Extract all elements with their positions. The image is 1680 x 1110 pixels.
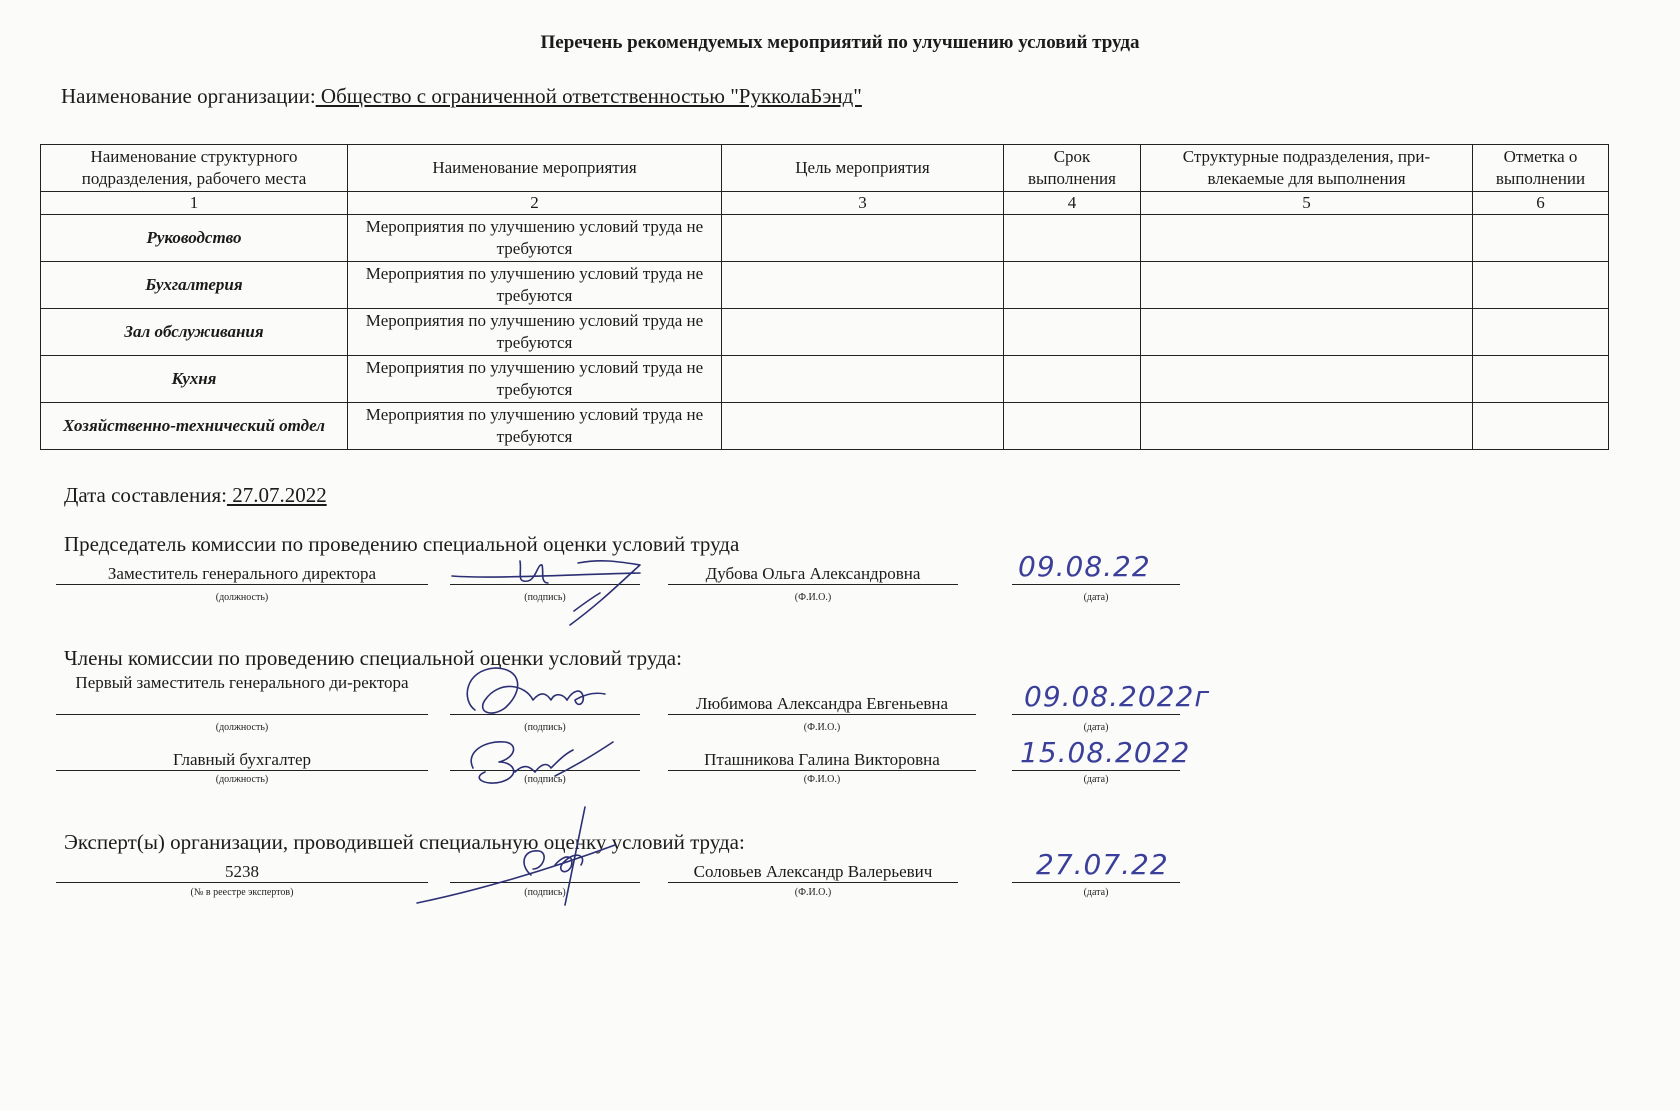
members-heading: Члены комиссии по проведению специальной оценки условий труда:	[64, 646, 682, 670]
member-1-date: 09.08.2022г	[1024, 680, 1211, 713]
member-2-name: Пташникова Галина Викторовна	[668, 749, 976, 771]
dept-cell: Бухгалтерия	[41, 262, 348, 309]
expert-name: Соловьев Александр Валерьевич	[668, 861, 958, 883]
date-compiled-line	[64, 483, 327, 508]
deadline-cell	[1004, 403, 1141, 450]
goal-cell	[722, 403, 1004, 450]
deadline-cell	[1004, 215, 1141, 262]
dept-cell: Кухня	[41, 356, 348, 403]
units-cell	[1141, 215, 1473, 262]
table-row	[41, 403, 1609, 450]
chairman-date: 09.08.22	[1018, 550, 1151, 583]
table-header-row	[41, 145, 1609, 192]
table-row	[41, 356, 1609, 403]
chairman-position: Заместитель генерального директора	[56, 563, 428, 585]
deadline-cell	[1004, 356, 1141, 403]
organization-name: Общество с ограниченной ответственностью "РукколаБэнд"	[315, 84, 862, 108]
caption-signature: (подпись)	[524, 774, 566, 785]
header-completion-mark: Отметка о выполнении	[1473, 145, 1609, 192]
caption-fio: (Ф.И.О.)	[803, 722, 841, 733]
caption-date: (дата)	[1083, 592, 1109, 603]
mark-cell	[1473, 356, 1609, 403]
caption-date: (дата)	[1083, 887, 1109, 898]
member-2-position: Главный бухгалтер	[56, 749, 428, 771]
document-title: Перечень рекомендуемых мероприятий по улучшению условий труда	[540, 32, 1140, 53]
organization-line	[61, 84, 862, 109]
dept-cell: Хозяйственно-технический отдел	[41, 403, 348, 450]
table-row	[41, 262, 1609, 309]
date-compiled-label: Дата составления:	[64, 483, 227, 507]
table-number-row	[41, 192, 1609, 215]
member-1-position: Первый заместитель генерального ди-ректора	[56, 672, 428, 715]
header-measure: Наименование мероприятия	[348, 145, 722, 192]
measure-cell: Мероприятия по улучшению условий труда не требуются	[348, 215, 722, 262]
units-cell	[1141, 262, 1473, 309]
header-goal: Цель мероприятия	[722, 145, 1004, 192]
expert-registry-number: 5238	[56, 861, 428, 883]
deadline-cell	[1004, 262, 1141, 309]
column-number: 3	[722, 192, 1004, 215]
chairman-signature	[450, 553, 650, 633]
caption-fio: (Ф.И.О.)	[794, 887, 832, 898]
caption-position: (должность)	[215, 592, 269, 603]
chairman-name: Дубова Ольга Александровна	[668, 563, 958, 585]
measures-table	[40, 144, 1609, 450]
measure-cell: Мероприятия по улучшению условий труда не требуются	[348, 356, 722, 403]
column-number: 1	[41, 192, 348, 215]
goal-cell	[722, 356, 1004, 403]
caption-date: (дата)	[1083, 722, 1109, 733]
dept-cell: Руководство	[41, 215, 348, 262]
header-deadline: Срок выполнения	[1004, 145, 1141, 192]
measure-cell: Мероприятия по улучшению условий труда не требуются	[348, 262, 722, 309]
expert-date: 27.07.22	[1036, 848, 1169, 881]
header-dept: Наименование структурного подразделения, рабочего места	[41, 145, 348, 192]
units-cell	[1141, 309, 1473, 356]
expert-signature	[415, 805, 645, 915]
caption-fio: (Ф.И.О.)	[794, 592, 832, 603]
caption-position: (должность)	[215, 722, 269, 733]
chairman-heading: Председатель комиссии по проведению специальной оценки условий труда	[64, 532, 740, 556]
member-1-signature	[455, 660, 615, 730]
caption-signature: (подпись)	[524, 722, 566, 733]
member-2-signature	[455, 732, 625, 792]
member-2-date: 15.08.2022	[1020, 736, 1191, 769]
units-cell	[1141, 403, 1473, 450]
caption-date: (дата)	[1083, 774, 1109, 785]
mark-cell	[1473, 215, 1609, 262]
deadline-cell	[1004, 309, 1141, 356]
mark-cell	[1473, 262, 1609, 309]
date-compiled-value: 27.07.2022	[226, 483, 327, 507]
expert-heading: Эксперт(ы) организации, проводившей специальную оценку условий труда:	[64, 830, 745, 854]
goal-cell	[722, 262, 1004, 309]
mark-cell	[1473, 309, 1609, 356]
dept-cell: Зал обслуживания	[41, 309, 348, 356]
table-row	[41, 215, 1609, 262]
units-cell	[1141, 356, 1473, 403]
column-number: 5	[1141, 192, 1473, 215]
caption-registry: (№ в реестре экспертов)	[190, 887, 294, 898]
measure-cell: Мероприятия по улучшению условий труда не требуются	[348, 309, 722, 356]
column-number: 2	[348, 192, 722, 215]
column-number: 4	[1004, 192, 1141, 215]
member-1-name: Любимова Александра Евгеньевна	[668, 693, 976, 715]
goal-cell	[722, 215, 1004, 262]
organization-label: Наименование организации:	[61, 84, 316, 108]
goal-cell	[722, 309, 1004, 356]
caption-position: (должность)	[215, 774, 269, 785]
measure-cell: Мероприятия по улучшению условий труда не требуются	[348, 403, 722, 450]
caption-signature: (подпись)	[524, 592, 566, 603]
caption-fio: (Ф.И.О.)	[803, 774, 841, 785]
caption-signature: (подпись)	[524, 887, 566, 898]
column-number: 6	[1473, 192, 1609, 215]
header-involved-units: Структурные подразделения, при-влекаемые для выполнения	[1141, 145, 1473, 192]
table-row	[41, 309, 1609, 356]
mark-cell	[1473, 403, 1609, 450]
